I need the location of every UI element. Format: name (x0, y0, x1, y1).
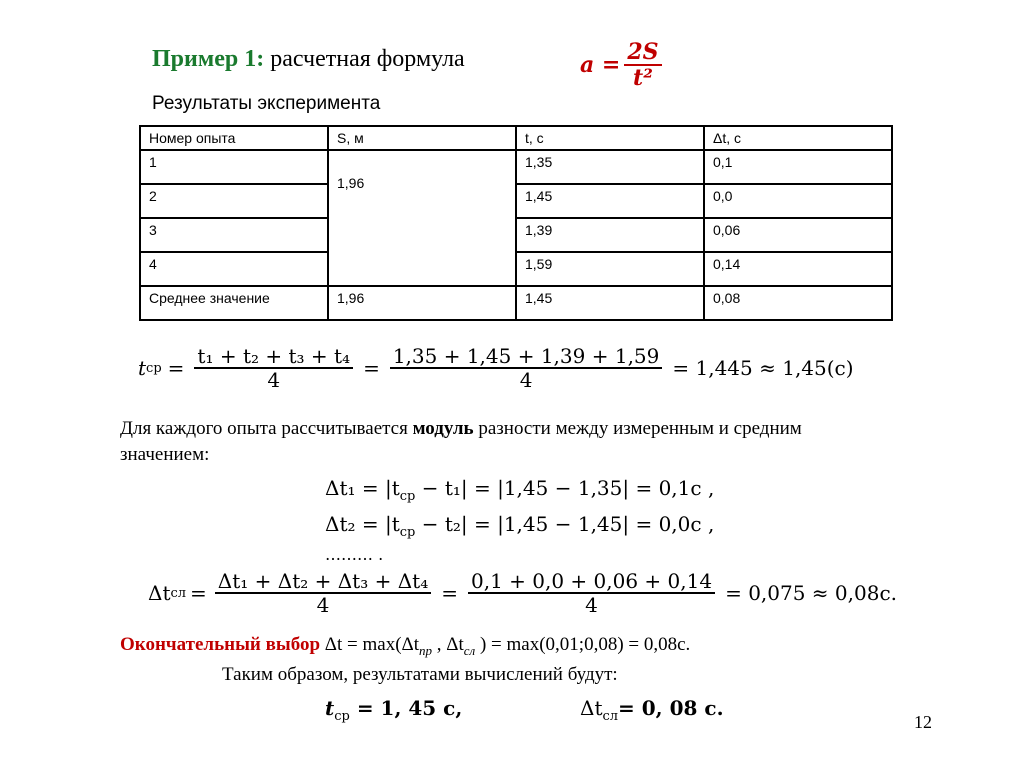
result-delta-t (580, 696, 724, 724)
equation-delta-t2 (325, 512, 714, 540)
table-cell: 1,96 (328, 286, 516, 320)
eq1-fraction-1 (194, 345, 353, 391)
table-cell: 4 (140, 252, 328, 286)
formula-lhs: a = (580, 52, 621, 79)
final-sub: сл (463, 643, 476, 658)
table-cell: 1,39 (516, 218, 704, 252)
equation-delta-t1 (325, 476, 714, 504)
final-text: ) = max(0,01;0,08) = 0,08с. (475, 634, 691, 655)
final-text: Δt = max(Δt (320, 634, 420, 655)
formula-acceleration (580, 40, 666, 90)
eq3-lhs: Δt (148, 581, 171, 605)
table-cell: 0,08 (704, 286, 892, 320)
paragraph-text: разности между измеренным и средним (473, 418, 802, 439)
eq1-frac2-den: 4 (519, 368, 533, 392)
table-cell: 1,35 (516, 150, 704, 184)
results-title: Результаты эксперимента (152, 93, 381, 114)
equation-delta-t-random: Δt сл = $\frac{\text{Δt₁ + Δt₂ + Δt₃ + Δt₄}}{4}$ = $\frac{0,1 + 0,0 + 0,06 + 0,14}{4}$ = 0,075 ≈ 0,08с. (148, 569, 898, 617)
eq3-lhs-sub: сл (170, 585, 187, 601)
page-number: 12 (914, 712, 932, 732)
eq2-line2-b: − t₂| = |1,45 − 1,45| = 0,0с , (415, 512, 715, 536)
table-row (140, 218, 892, 252)
eq3-frac1-num: Δt₁ + Δt₂ + Δt₃ + Δt₄ (215, 570, 431, 594)
res1-symbol: t (325, 696, 335, 720)
paragraph-bold: модуль (412, 418, 474, 439)
eq3-frac2-den: 4 (585, 593, 598, 617)
header-cell: t, c (516, 126, 704, 150)
table-cell: Среднее значение (140, 286, 328, 320)
table-cell: 1 (140, 150, 328, 184)
table-cell: 0,06 (704, 218, 892, 252)
eq3-frac2-num: 0,1 + 0,0 + 0,06 + 0,14 (468, 570, 715, 594)
final-sub: пр (419, 643, 433, 658)
final-choice-label: Окончательный выбор (120, 634, 321, 655)
header-cell: Δt, c (704, 126, 892, 150)
eq2-line1-b: − t₁| = |1,45 − 1,35| = 0,1с , (415, 476, 715, 500)
table-cell: 0,1 (704, 150, 892, 184)
table-cell: 1,45 (516, 286, 704, 320)
eq3-result: = 0,075 ≈ 0,08с. (725, 581, 898, 605)
eq3-fraction-2 (468, 570, 715, 616)
conclusion-text: Таким образом, результатами вычислений будут: (222, 664, 618, 685)
paragraph-line-2: значением: (120, 444, 210, 465)
res2-value: = 0, 08 с. (618, 696, 724, 720)
res1-value: = 1, 45 с, (349, 696, 463, 720)
res1-sub: ср (334, 709, 350, 724)
table-row-average (140, 286, 892, 320)
table-row (140, 184, 892, 218)
result-t-average (325, 696, 462, 724)
final-choice-line (120, 634, 690, 659)
paragraph-text: Для каждого опыта рассчитывается (120, 418, 413, 439)
table-cell: 0,14 (704, 252, 892, 286)
equation-t-average: t ср = $\frac{\text{t₁ + t₂ + t₃ + t₄}}{4}$ = $\frac{1,35 + 1,45 + 1,39 + 1,59}{4}$ = 1,445 ≈ 1,45(с) (138, 344, 854, 392)
eq1-frac1-num: t₁ + t₂ + t₃ + t₄ (194, 345, 353, 369)
formula-fraction (624, 40, 661, 90)
table-cell: 1,45 (516, 184, 704, 218)
eq1-frac1-den: 4 (267, 368, 281, 392)
paragraph-line-1 (120, 418, 802, 440)
eq2-line1-sub: ср (399, 489, 416, 504)
slide-title (152, 46, 465, 73)
eq1-fraction-2 (390, 345, 663, 391)
table-header-row (140, 126, 892, 150)
eq1-result: = 1,445 ≈ 1,45(с) (672, 356, 854, 380)
equation-dots: ……… . (325, 545, 384, 564)
eq1-lhs-sub: ср (146, 360, 162, 376)
table-row (140, 252, 892, 286)
eq3-fraction-1 (215, 570, 431, 616)
table-cell: 0,0 (704, 184, 892, 218)
eq1-frac2-num: 1,35 + 1,45 + 1,39 + 1,59 (390, 345, 663, 369)
eq2-line2-a: Δt₂ = |t (325, 512, 400, 536)
header-cell: Номер опыта (140, 126, 328, 150)
merged-s-cell: 1,96 (328, 150, 516, 286)
table-cell: 1,59 (516, 252, 704, 286)
eq2-line2-sub: ср (399, 525, 416, 540)
table-row (140, 150, 892, 184)
eq1-lhs: t (138, 356, 147, 380)
example-description: расчетная формула (264, 46, 465, 72)
header-cell: S, м (328, 126, 516, 150)
formula-numerator: 2S (624, 40, 661, 66)
final-text: , Δt (432, 634, 464, 655)
eq2-line1-a: Δt₁ = |t (325, 476, 400, 500)
results-table (139, 125, 893, 321)
example-label: Пример 1: (152, 46, 265, 72)
formula-denominator: t² (633, 65, 653, 92)
table-cell: 3 (140, 218, 328, 252)
res2-sub: сл (602, 709, 619, 724)
table-cell: 2 (140, 184, 328, 218)
res2-symbol: Δt (580, 696, 603, 720)
eq3-frac1-den: 4 (316, 593, 330, 617)
